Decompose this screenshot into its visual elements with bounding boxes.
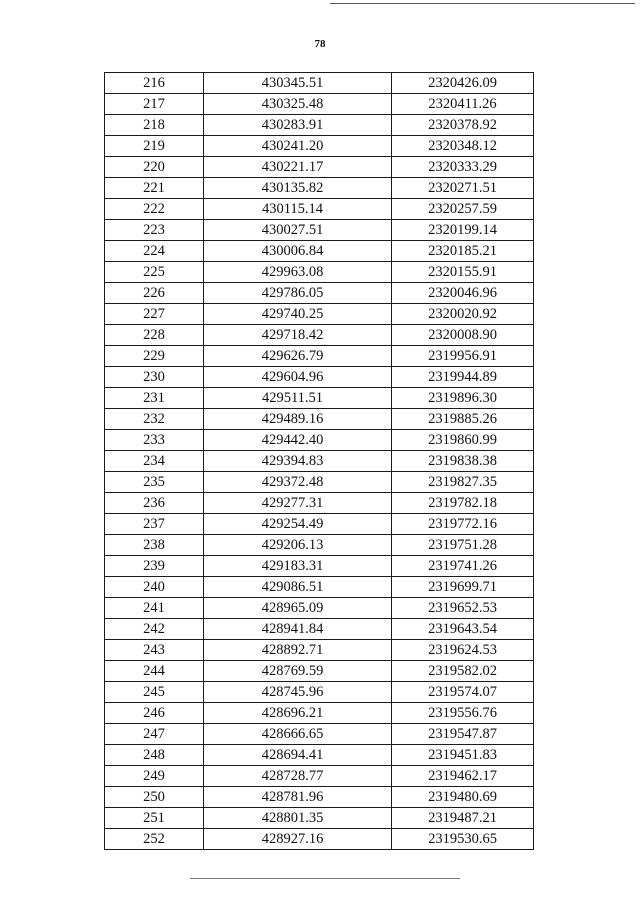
y-coordinate-cell: 2319741.26	[392, 556, 534, 577]
x-coordinate-cell: 428801.35	[204, 808, 392, 829]
y-coordinate-cell: 2320199.14	[392, 220, 534, 241]
point-number-cell: 234	[105, 451, 204, 472]
table-row	[105, 325, 534, 346]
table-row	[105, 430, 534, 451]
y-coordinate-cell: 2319530.65	[392, 829, 534, 850]
table-row	[105, 724, 534, 745]
point-number-cell: 221	[105, 178, 204, 199]
table-row	[105, 409, 534, 430]
point-number-cell: 226	[105, 283, 204, 304]
x-coordinate-cell: 428694.41	[204, 745, 392, 766]
table-row	[105, 472, 534, 493]
table-row	[105, 703, 534, 724]
page-number: 78	[314, 38, 326, 50]
x-coordinate-cell: 429786.05	[204, 283, 392, 304]
coordinates-table-body	[105, 73, 534, 850]
point-number-cell: 236	[105, 493, 204, 514]
x-coordinate-cell: 430006.84	[204, 241, 392, 262]
x-coordinate-cell: 429604.96	[204, 367, 392, 388]
point-number-cell: 223	[105, 220, 204, 241]
point-number-cell: 227	[105, 304, 204, 325]
y-coordinate-cell: 2319556.76	[392, 703, 534, 724]
point-number-cell: 220	[105, 157, 204, 178]
y-coordinate-cell: 2319885.26	[392, 409, 534, 430]
table-row	[105, 262, 534, 283]
y-coordinate-cell: 2319827.35	[392, 472, 534, 493]
x-coordinate-cell: 428892.71	[204, 640, 392, 661]
table-row	[105, 199, 534, 220]
coordinates-table	[104, 72, 534, 850]
point-number-cell: 245	[105, 682, 204, 703]
table-row	[105, 514, 534, 535]
x-coordinate-cell: 428666.65	[204, 724, 392, 745]
y-coordinate-cell: 2319751.28	[392, 535, 534, 556]
point-number-cell: 222	[105, 199, 204, 220]
y-coordinate-cell: 2319574.07	[392, 682, 534, 703]
point-number-cell: 230	[105, 367, 204, 388]
y-coordinate-cell: 2319838.38	[392, 451, 534, 472]
point-number-cell: 249	[105, 766, 204, 787]
y-coordinate-cell: 2320378.92	[392, 115, 534, 136]
point-number-cell: 232	[105, 409, 204, 430]
y-coordinate-cell: 2319624.53	[392, 640, 534, 661]
point-number-cell: 252	[105, 829, 204, 850]
x-coordinate-cell: 429740.25	[204, 304, 392, 325]
x-coordinate-cell: 429511.51	[204, 388, 392, 409]
point-number-cell: 240	[105, 577, 204, 598]
y-coordinate-cell: 2320185.21	[392, 241, 534, 262]
table-row	[105, 220, 534, 241]
x-coordinate-cell: 429442.40	[204, 430, 392, 451]
y-coordinate-cell: 2319956.91	[392, 346, 534, 367]
y-coordinate-cell: 2320020.92	[392, 304, 534, 325]
point-number-cell: 235	[105, 472, 204, 493]
point-number-cell: 241	[105, 598, 204, 619]
y-coordinate-cell: 2319451.83	[392, 745, 534, 766]
x-coordinate-cell: 429718.42	[204, 325, 392, 346]
table-row	[105, 766, 534, 787]
x-coordinate-cell: 428769.59	[204, 661, 392, 682]
x-coordinate-cell: 429626.79	[204, 346, 392, 367]
table-row	[105, 367, 534, 388]
x-coordinate-cell: 429372.48	[204, 472, 392, 493]
x-coordinate-cell: 429394.83	[204, 451, 392, 472]
x-coordinate-cell: 428941.84	[204, 619, 392, 640]
x-coordinate-cell: 428728.77	[204, 766, 392, 787]
point-number-cell: 217	[105, 94, 204, 115]
y-coordinate-cell: 2319547.87	[392, 724, 534, 745]
x-coordinate-cell: 428696.21	[204, 703, 392, 724]
point-number-cell: 233	[105, 430, 204, 451]
y-coordinate-cell: 2320155.91	[392, 262, 534, 283]
bottom-rule	[190, 878, 460, 879]
table-row	[105, 304, 534, 325]
x-coordinate-cell: 429963.08	[204, 262, 392, 283]
table-row	[105, 619, 534, 640]
table-row	[105, 745, 534, 766]
point-number-cell: 244	[105, 661, 204, 682]
point-number-cell: 251	[105, 808, 204, 829]
table-row	[105, 94, 534, 115]
x-coordinate-cell: 429183.31	[204, 556, 392, 577]
table-row	[105, 829, 534, 850]
point-number-cell: 231	[105, 388, 204, 409]
table-row	[105, 283, 534, 304]
table-row	[105, 598, 534, 619]
x-coordinate-cell: 430135.82	[204, 178, 392, 199]
table-row	[105, 451, 534, 472]
table-row	[105, 577, 534, 598]
x-coordinate-cell: 430345.51	[204, 73, 392, 94]
table-row	[105, 556, 534, 577]
table-row	[105, 640, 534, 661]
y-coordinate-cell: 2320333.29	[392, 157, 534, 178]
x-coordinate-cell: 428965.09	[204, 598, 392, 619]
point-number-cell: 242	[105, 619, 204, 640]
y-coordinate-cell: 2319652.53	[392, 598, 534, 619]
x-coordinate-cell: 428745.96	[204, 682, 392, 703]
table-row	[105, 535, 534, 556]
point-number-cell: 250	[105, 787, 204, 808]
y-coordinate-cell: 2320348.12	[392, 136, 534, 157]
x-coordinate-cell: 429254.49	[204, 514, 392, 535]
table-row	[105, 136, 534, 157]
y-coordinate-cell: 2319860.99	[392, 430, 534, 451]
x-coordinate-cell: 430221.17	[204, 157, 392, 178]
x-coordinate-cell: 430241.20	[204, 136, 392, 157]
y-coordinate-cell: 2320411.26	[392, 94, 534, 115]
x-coordinate-cell: 429206.13	[204, 535, 392, 556]
point-number-cell: 224	[105, 241, 204, 262]
x-coordinate-cell: 429489.16	[204, 409, 392, 430]
y-coordinate-cell: 2319480.69	[392, 787, 534, 808]
table-row	[105, 157, 534, 178]
point-number-cell: 243	[105, 640, 204, 661]
point-number-cell: 216	[105, 73, 204, 94]
y-coordinate-cell: 2319643.54	[392, 619, 534, 640]
x-coordinate-cell: 428781.96	[204, 787, 392, 808]
table-row	[105, 241, 534, 262]
y-coordinate-cell: 2320426.09	[392, 73, 534, 94]
point-number-cell: 229	[105, 346, 204, 367]
x-coordinate-cell: 430283.91	[204, 115, 392, 136]
table-row	[105, 115, 534, 136]
x-coordinate-cell: 429277.31	[204, 493, 392, 514]
y-coordinate-cell: 2319699.71	[392, 577, 534, 598]
table-row	[105, 787, 534, 808]
point-number-cell: 225	[105, 262, 204, 283]
y-coordinate-cell: 2319944.89	[392, 367, 534, 388]
y-coordinate-cell: 2320271.51	[392, 178, 534, 199]
y-coordinate-cell: 2319782.18	[392, 493, 534, 514]
point-number-cell: 247	[105, 724, 204, 745]
y-coordinate-cell: 2319582.02	[392, 661, 534, 682]
table-row	[105, 493, 534, 514]
point-number-cell: 248	[105, 745, 204, 766]
point-number-cell: 219	[105, 136, 204, 157]
y-coordinate-cell: 2319487.21	[392, 808, 534, 829]
top-rule	[330, 3, 635, 4]
table-row	[105, 682, 534, 703]
table-row	[105, 178, 534, 199]
x-coordinate-cell: 430325.48	[204, 94, 392, 115]
table-row	[105, 73, 534, 94]
y-coordinate-cell: 2320008.90	[392, 325, 534, 346]
y-coordinate-cell: 2319462.17	[392, 766, 534, 787]
point-number-cell: 218	[105, 115, 204, 136]
x-coordinate-cell: 429086.51	[204, 577, 392, 598]
table-row	[105, 346, 534, 367]
x-coordinate-cell: 430027.51	[204, 220, 392, 241]
point-number-cell: 238	[105, 535, 204, 556]
table-row	[105, 808, 534, 829]
y-coordinate-cell: 2319772.16	[392, 514, 534, 535]
point-number-cell: 246	[105, 703, 204, 724]
x-coordinate-cell: 430115.14	[204, 199, 392, 220]
x-coordinate-cell: 428927.16	[204, 829, 392, 850]
y-coordinate-cell: 2320046.96	[392, 283, 534, 304]
table-row	[105, 388, 534, 409]
y-coordinate-cell: 2319896.30	[392, 388, 534, 409]
point-number-cell: 237	[105, 514, 204, 535]
point-number-cell: 228	[105, 325, 204, 346]
point-number-cell: 239	[105, 556, 204, 577]
table-row	[105, 661, 534, 682]
y-coordinate-cell: 2320257.59	[392, 199, 534, 220]
